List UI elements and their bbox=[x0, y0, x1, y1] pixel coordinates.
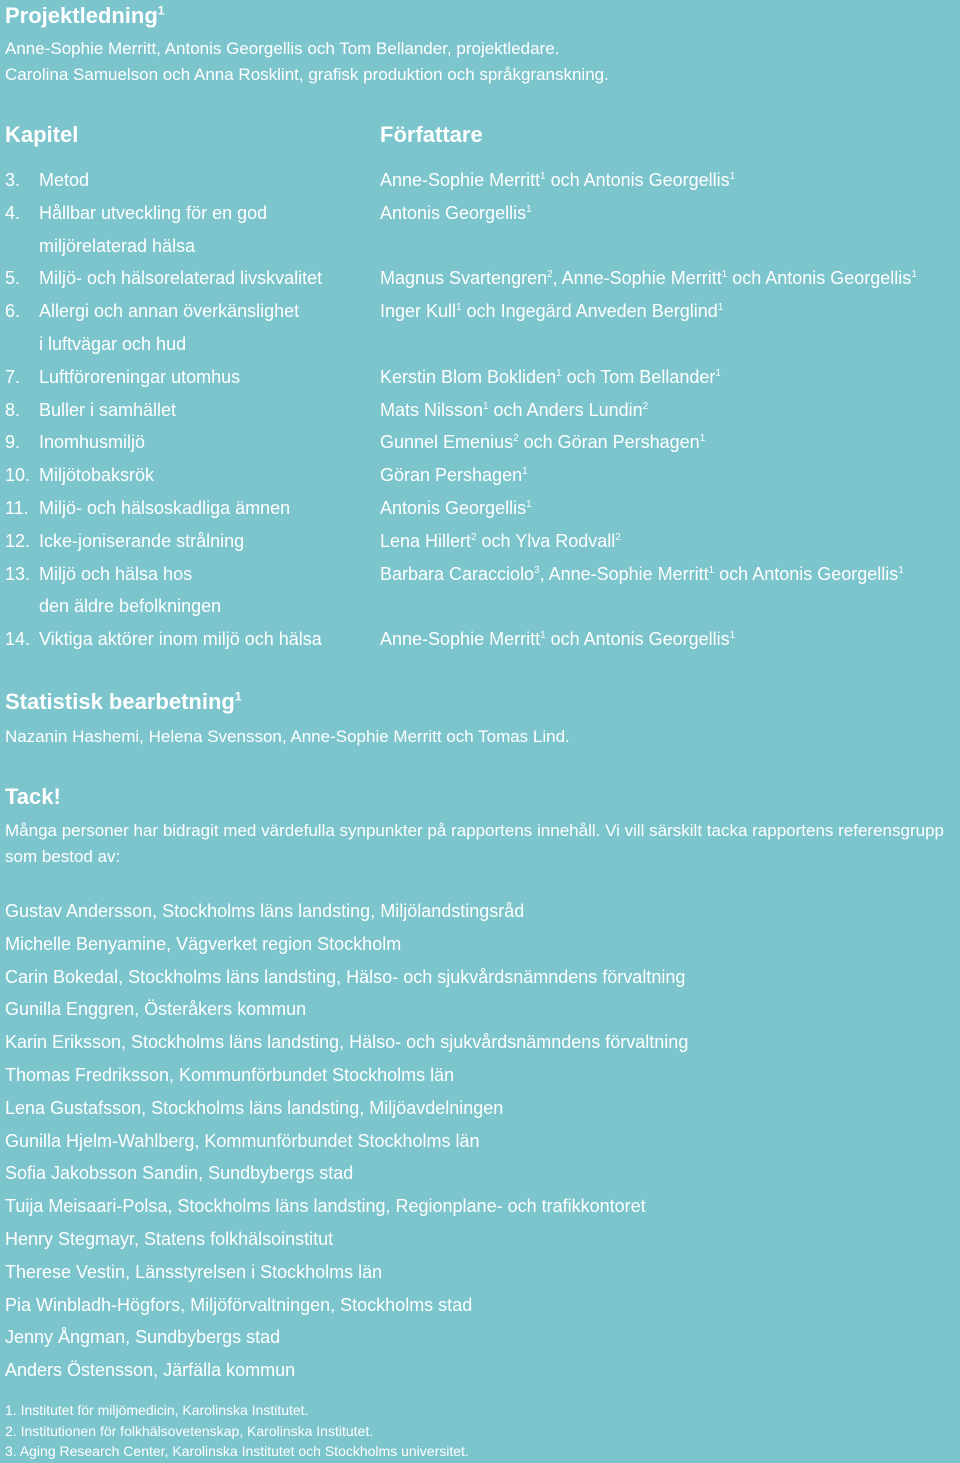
chapter-number: 13. bbox=[5, 563, 31, 584]
tack-heading: Tack! bbox=[5, 784, 61, 809]
chapter-authors bbox=[380, 328, 960, 361]
author-name: och Antonis Georgellis bbox=[714, 563, 899, 584]
author-name: och Anders Lundin bbox=[488, 399, 643, 420]
reference-person: Therese Vestin, Länsstyrelsen i Stockholms län bbox=[5, 1261, 383, 1282]
chapter-authors bbox=[380, 558, 960, 591]
author-name: Inger Kull bbox=[380, 301, 457, 322]
author-name: Antonis Georgellis bbox=[380, 202, 527, 223]
chapter-title: Miljö- och hälsorelaterad livskvalitet bbox=[39, 268, 323, 289]
chapter-title: den äldre befolkningen bbox=[39, 596, 222, 617]
chapter-title: Allergi och annan överkänslighet bbox=[39, 301, 300, 322]
projektledning-text bbox=[5, 36, 609, 88]
author-affiliation-mark: 1 bbox=[715, 367, 721, 379]
projektledning-line: Carolina Samuelson och Anna Rosklint, grafisk produktion och språkgranskning. bbox=[5, 65, 609, 84]
reference-person: Anders Östensson, Järfälla kommun bbox=[5, 1360, 296, 1381]
author-name: och Antonis Georgellis bbox=[727, 268, 912, 289]
chapter-number: 10. bbox=[5, 465, 31, 486]
footnotes bbox=[5, 1400, 469, 1462]
reference-person: Karin Eriksson, Stockholms läns landsting, Hälso- och sjukvårdsnämndens förvaltning bbox=[5, 1032, 689, 1053]
footnote: 1. Institutet för miljömedicin, Karolinska Institutet. bbox=[5, 1402, 309, 1418]
author-affiliation-mark: 1 bbox=[556, 367, 562, 379]
chapter-row bbox=[5, 230, 960, 263]
chapter-authors bbox=[380, 623, 960, 656]
reference-person: Gunilla Enggren, Österåkers kommun bbox=[5, 999, 307, 1020]
chapter-title: Metod bbox=[39, 170, 90, 190]
chapter-title: miljörelaterad hälsa bbox=[39, 235, 196, 256]
chapter-number: 7. bbox=[5, 366, 21, 387]
chapter-authors bbox=[380, 361, 960, 394]
author-affiliation-mark: 2 bbox=[547, 269, 553, 281]
reference-person: Tuija Meisaari-Polsa, Stockholms läns landsting, Regionplane- och trafikkontoret bbox=[5, 1196, 646, 1217]
author-name: , Anne-Sophie Merritt bbox=[539, 563, 709, 584]
chapter-title: Viktiga aktörer inom miljö och hälsa bbox=[39, 629, 322, 650]
author-name: Anne-Sophie Merritt bbox=[380, 629, 541, 650]
chapter-number: 14. bbox=[5, 629, 31, 650]
author-name: och Ylva Rodvall bbox=[476, 530, 616, 551]
reference-person: Thomas Fredriksson, Kommunförbundet Stockholms län bbox=[5, 1064, 455, 1085]
author-name: Mats Nilsson bbox=[380, 399, 484, 420]
author-affiliation-mark: 2 bbox=[615, 531, 621, 543]
reference-person: Pia Winbladh-Högfors, Miljöförvaltningen, Stockholms stad bbox=[5, 1294, 473, 1315]
reference-person: Henry Stegmayr, Statens folkhälsoinstitut bbox=[5, 1228, 334, 1249]
author-affiliation-mark: 2 bbox=[471, 531, 477, 543]
chapter-number bbox=[5, 328, 39, 361]
author-affiliation-mark: 1 bbox=[540, 630, 546, 642]
author-name: och Tom Bellander bbox=[561, 366, 716, 387]
forfattare-heading: Författare bbox=[380, 122, 483, 147]
chapter-authors bbox=[380, 525, 960, 558]
chapter-number: 12. bbox=[5, 530, 31, 551]
author-affiliation-mark: 1 bbox=[526, 498, 532, 510]
author-affiliation-mark: 1 bbox=[483, 400, 489, 412]
chapter-row bbox=[5, 262, 960, 295]
author-name: Barbara Caracciolo bbox=[380, 563, 535, 584]
author-name: Göran Pershagen bbox=[380, 465, 523, 486]
chapter-authors bbox=[380, 394, 960, 427]
author-affiliation-mark: 1 bbox=[729, 630, 736, 642]
chapter-authors bbox=[380, 164, 960, 197]
chapter-authors bbox=[380, 590, 960, 623]
projektledning-line: Anne-Sophie Merritt, Antonis Georgellis och Tom Bellander, projektledare. bbox=[5, 39, 560, 58]
author-affiliation-mark: 1 bbox=[729, 171, 736, 182]
author-affiliation-mark: 1 bbox=[717, 302, 724, 314]
author-affiliation-mark: 1 bbox=[456, 302, 462, 314]
author-name: Antonis Georgellis bbox=[380, 497, 527, 518]
chapter-title: Luftföroreningar utomhus bbox=[39, 366, 241, 387]
chapter-number: 8. bbox=[5, 399, 21, 420]
author-affiliation-mark: 1 bbox=[911, 269, 917, 281]
reference-person: Sofia Jakobsson Sandin, Sundbybergs stad bbox=[5, 1163, 354, 1184]
reference-person: Carin Bokedal, Stockholms läns landsting, Hälso- och sjukvårdsnämndens förvaltning bbox=[5, 966, 686, 987]
author-name: Gunnel Emenius bbox=[380, 432, 514, 453]
author-name: och Antonis Georgellis bbox=[545, 629, 730, 650]
chapter-number: 9. bbox=[5, 432, 21, 453]
footnote: 2. Institutionen för folkhälsovetenskap, Karolinska Institutet. bbox=[5, 1422, 374, 1439]
chapter-authors bbox=[380, 230, 960, 263]
chapter-title: Hållbar utveckling för en god bbox=[39, 202, 268, 223]
author-affiliation-mark: 1 bbox=[699, 433, 706, 445]
author-affiliation-mark: 1 bbox=[522, 466, 528, 478]
chapter-row bbox=[5, 426, 960, 459]
author-name: , Anne-Sophie Merritt bbox=[552, 268, 722, 289]
author-affiliation-mark: 2 bbox=[642, 400, 649, 412]
chapter-row bbox=[5, 394, 960, 427]
chapter-number bbox=[5, 590, 39, 623]
reference-person: Lena Gustafsson, Stockholms läns landsting, Miljöavdelningen bbox=[5, 1097, 504, 1118]
author-name: och Ingegärd Anveden Berglind bbox=[461, 301, 718, 322]
author-name: och Antonis Georgellis bbox=[545, 170, 730, 190]
footnote: 3. Aging Research Center, Karolinska Institutet och Stockholms universitet. bbox=[5, 1443, 469, 1459]
reference-group-list bbox=[5, 895, 688, 1387]
author-affiliation-mark: 1 bbox=[708, 564, 715, 576]
chapter-authors bbox=[380, 262, 960, 295]
chapter-title: Miljö- och hälsoskadliga ämnen bbox=[39, 497, 291, 518]
author-name: och Göran Pershagen bbox=[518, 432, 700, 453]
chapter-row bbox=[5, 623, 960, 656]
chapter-title: Inomhusmiljö bbox=[39, 432, 146, 453]
statistik-text: Nazanin Hashemi, Helena Svensson, Anne-Sophie Merritt och Tomas Lind. bbox=[5, 727, 570, 746]
chapter-row bbox=[5, 361, 960, 394]
chapter-number: 6. bbox=[5, 301, 21, 322]
chapter-authors bbox=[380, 426, 960, 459]
author-affiliation-mark: 1 bbox=[898, 564, 904, 576]
chapter-row bbox=[5, 164, 960, 197]
reference-person: Gustav Andersson, Stockholms läns landsting, Miljölandstingsråd bbox=[5, 901, 525, 921]
chapter-title: Miljö och hälsa hos bbox=[39, 563, 193, 584]
author-name: Lena Hillert bbox=[380, 530, 472, 551]
tack-text: Många personer har bidragit med värdefulla synpunkter på rapportens innehåll. Vi vill särskilt tacka rapportens referensgrupp som bestod av: bbox=[5, 821, 944, 866]
author-affiliation-mark: 1 bbox=[526, 203, 532, 215]
reference-person: Gunilla Hjelm-Wahlberg, Kommunförbundet Stockholms län bbox=[5, 1130, 480, 1151]
author-affiliation-mark: 2 bbox=[513, 433, 519, 445]
author-affiliation-mark: 3 bbox=[534, 564, 540, 576]
reference-person: Jenny Ångman, Sundbybergs stad bbox=[5, 1327, 281, 1348]
author-name: Magnus Svartengren bbox=[380, 268, 548, 289]
chapter-number: 4. bbox=[5, 202, 21, 223]
author-name: Anne-Sophie Merritt bbox=[380, 170, 541, 190]
chapter-title: Miljötobaksrök bbox=[39, 465, 155, 486]
chapter-authors bbox=[380, 197, 960, 230]
chapter-row bbox=[5, 459, 960, 492]
reference-person: Michelle Benyamine, Vägverket region Stockholm bbox=[5, 933, 402, 954]
chapter-authors bbox=[380, 295, 960, 328]
author-affiliation-mark: 1 bbox=[721, 269, 728, 281]
chapter-authors bbox=[380, 459, 960, 492]
chapter-number: 5. bbox=[5, 268, 21, 289]
chapter-title: i luftvägar och hud bbox=[39, 333, 187, 354]
chapter-row bbox=[5, 525, 960, 558]
chapter-row bbox=[5, 295, 960, 328]
projektledning-heading: Projektledning$^1$ bbox=[5, 3, 165, 28]
author-affiliation-mark: 1 bbox=[540, 171, 546, 182]
chapter-title: Buller i samhället bbox=[39, 399, 177, 420]
statistik-heading: Statistisk bearbetning$^1$ bbox=[5, 689, 242, 714]
chapter-number: 11. bbox=[5, 497, 29, 518]
chapter-row bbox=[5, 492, 960, 525]
chapter-table bbox=[5, 164, 960, 656]
author-name: Kerstin Blom Bokliden bbox=[380, 366, 557, 387]
chapter-row bbox=[5, 197, 960, 230]
chapter-row bbox=[5, 558, 960, 591]
chapter-number bbox=[5, 230, 39, 263]
kapitel-heading: Kapitel bbox=[5, 122, 79, 147]
chapter-row bbox=[5, 328, 960, 361]
chapter-number: 3. bbox=[5, 170, 21, 190]
chapter-authors bbox=[380, 492, 960, 525]
chapter-title: Icke-joniserande strålning bbox=[39, 530, 245, 551]
chapter-row bbox=[5, 590, 960, 623]
